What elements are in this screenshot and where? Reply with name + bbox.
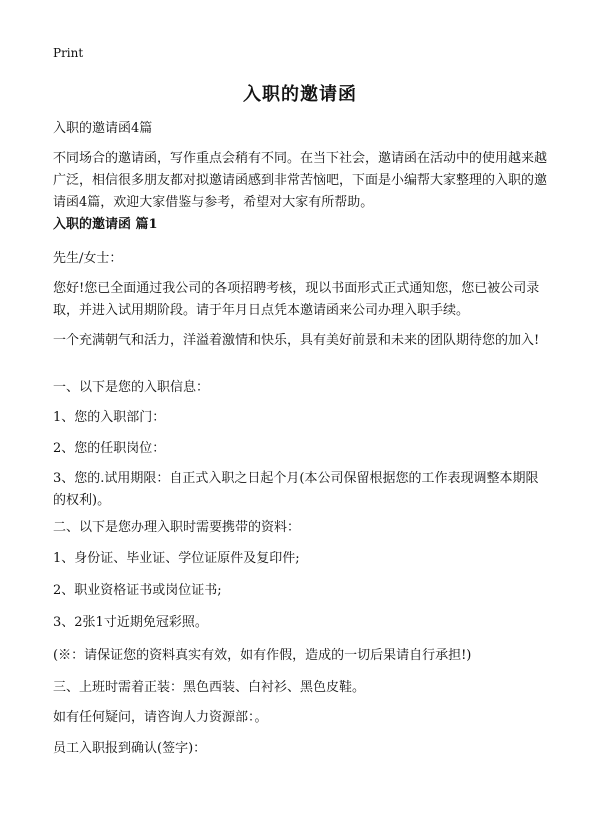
section-heading: 入职的邀请函 篇1 [53, 217, 158, 232]
list-heading-3: 三、上班时需着正装：黑色西装、白衬衫、黑色皮鞋。 [53, 680, 366, 695]
list-heading-1: 一、以下是您的入职信息： [53, 380, 210, 395]
print-label: Print [53, 46, 84, 60]
intro-paragraph: 不同场合的邀请函，写作重点会稍有不同。在当下社会，邀请函在活动中的使用越来越广泛，相信很多朋友都对拟邀请函感到非常苦恼吧，下面是小编帮大家整理的入职的邀请函4篇，欢迎大家借鉴与参考，希望对大家有所帮助。 [53, 151, 548, 210]
list-item: 2、职业资格证书或岗位证书; [53, 583, 222, 598]
note: (※：请保证您的资料真实有效，如有作假，造成的一切后果请自行承担!) [53, 648, 472, 663]
list-item: 1、您的入职部门： [53, 410, 166, 425]
list-item: 3、2张1寸近期免冠彩照。 [53, 615, 208, 630]
confirm-line: 员工入职报到确认(签字)： [53, 741, 207, 756]
body-paragraph-1: 您好!您已全面通过我公司的各项招聘考核，现以书面形式正式通知您，您已被公司录取，并进入试用期阶段。请于年月日点凭本邀请函来公司办理入职手续。 [53, 281, 540, 318]
list-item: 3、您的.试用期限：自正式入职之日起个月(本公司保留根据您的工作表现调整本期限的权利)。 [53, 471, 539, 508]
list-item: 2、您的任职岗位： [53, 441, 166, 456]
list-heading-2: 二、以下是您办理入职时需要携带的资料： [53, 520, 301, 535]
body-paragraph-2: 一个充满朝气和活力，洋溢着激情和快乐，具有美好前景和未来的团队期待您的加入! [53, 333, 540, 348]
list-item: 1、身份证、毕业证、学位证原件及复印件; [53, 551, 300, 566]
contact-line: 如有任何疑问，请咨询人力资源部：。 [53, 710, 268, 725]
subtitle: 入职的邀请函4篇 [53, 121, 153, 136]
salutation: 先生/女士： [53, 251, 123, 266]
page-title: 入职的邀请函 [243, 84, 357, 105]
